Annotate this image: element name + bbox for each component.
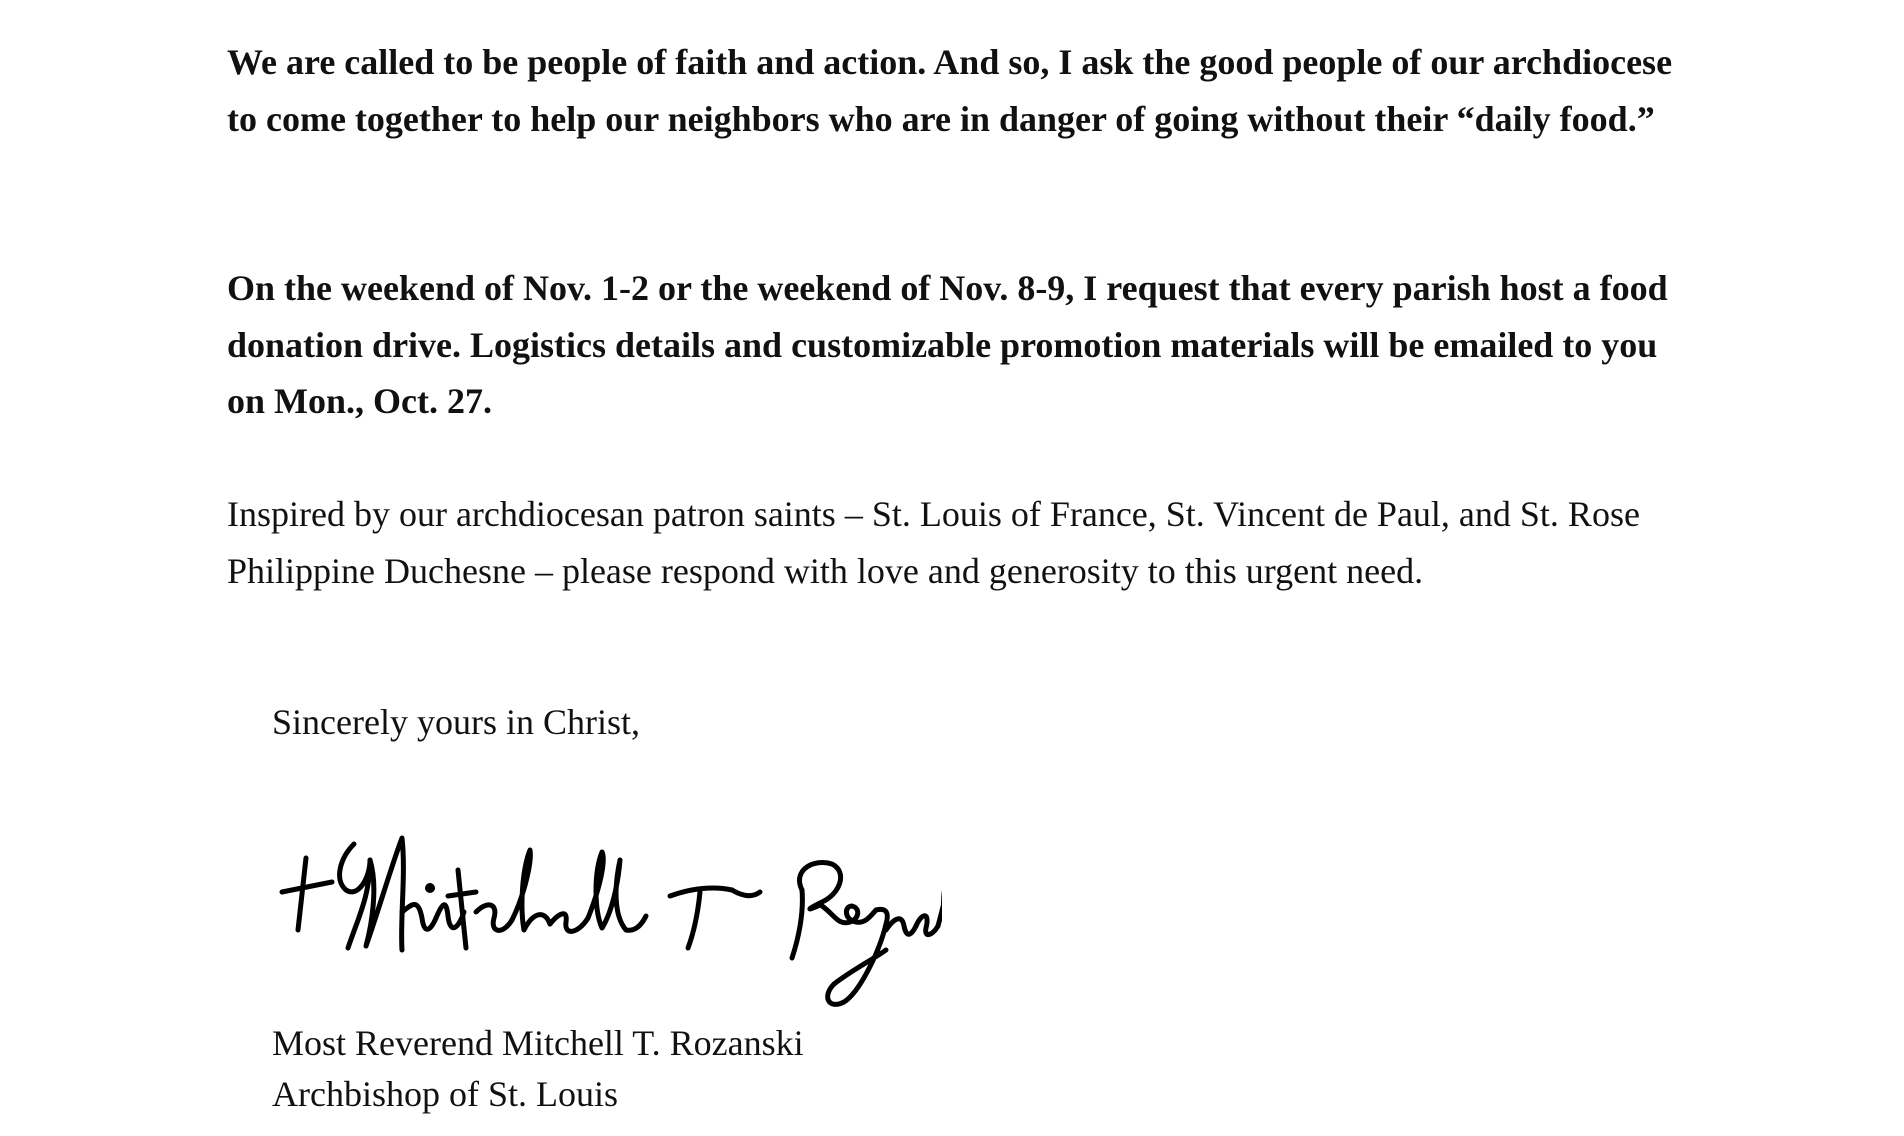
signer-block: [272, 1018, 804, 1120]
signer-title: Archbishop of St. Louis: [272, 1074, 618, 1114]
paragraph-food-drive-request: On the weekend of Nov. 1-2 or the weekend of Nov. 8-9, I request that every parish host a food donation drive. Logistics details and customizable promotion materials will be emailed to you on Mon., Oct. 27.: [227, 268, 1668, 421]
closing-salutation: Sincerely yours in Christ,: [272, 702, 640, 742]
paragraph-call-to-action: We are called to be people of faith and action. And so, I ask the good people of our archdiocese to come together to help our neighbors who are in danger of going without their “daily food.”: [227, 42, 1673, 139]
handwritten-signature: [262, 800, 942, 1010]
signer-name: Most Reverend Mitchell T. Rozanski: [272, 1023, 804, 1063]
paragraph-patron-saints: Inspired by our archdiocesan patron saints – St. Louis of France, St. Vincent de Paul, and St. Rose Philippine Duchesne – please respond with love and generosity to this urgent need.: [227, 494, 1640, 591]
